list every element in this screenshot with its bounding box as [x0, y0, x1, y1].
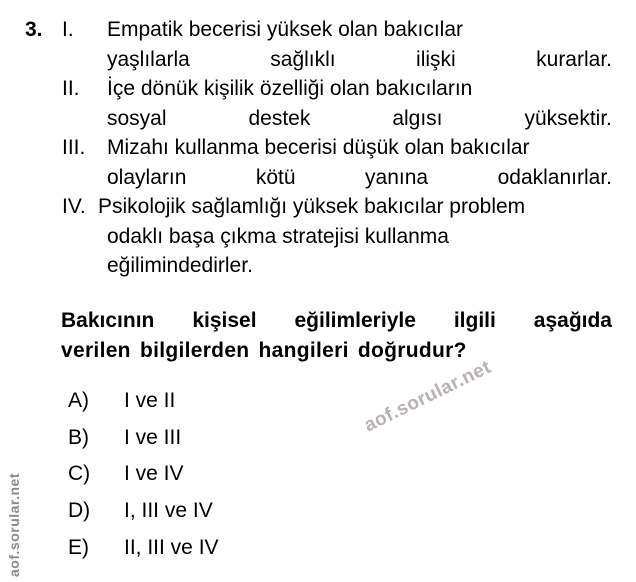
option-d[interactable]	[68, 496, 219, 525]
statement-numeral: II.	[62, 77, 80, 100]
option-text: I ve IV	[124, 462, 184, 486]
option-letter: C)	[68, 462, 91, 486]
option-text: II, III ve IV	[124, 535, 219, 559]
option-text: I, III ve IV	[124, 499, 213, 523]
statement-text: Mizahı kullanma becerisi düşük olan bakıcılar	[107, 136, 530, 159]
statement-line	[62, 74, 612, 104]
option-text: I ve II	[124, 389, 176, 412]
option-letter: E)	[68, 535, 89, 559]
statement-item-2	[62, 74, 612, 133]
statement-line: yaşlılarla sağlıklı ilişki kurarlar.	[107, 47, 612, 71]
statement-text: Psikolojik sağlamlığı yüksek bakıcılar problem	[98, 195, 526, 218]
option-e[interactable]	[68, 533, 219, 562]
option-text: I ve III	[124, 425, 182, 449]
statement-numeral: I.	[62, 18, 74, 41]
question-number: 3.	[25, 18, 43, 41]
statement-line	[62, 15, 612, 45]
statement-text: İçe dönük kişilik özelliği olan bakıcıların	[107, 77, 473, 100]
statement-item-3	[62, 133, 612, 192]
statement-numeral: IV.	[62, 195, 86, 218]
stem-line: Bakıcının kişisel eğilimleriyle ilgili aşağıda	[61, 309, 612, 332]
statement-text: Empatik becerisi yüksek olan bakıcılar	[107, 18, 463, 41]
statement-line: odaklı başa çıkma stratejisi kullanma	[107, 224, 449, 248]
statement-line	[62, 133, 612, 163]
statement-item-4	[62, 192, 612, 281]
statement-line	[62, 192, 612, 222]
option-a[interactable]	[68, 386, 219, 415]
statement-line: olayların kötü yanına odaklanırlar.	[107, 165, 612, 189]
statement-item-1	[62, 15, 612, 74]
question-stem	[61, 306, 612, 366]
statement-numeral: III.	[62, 136, 86, 159]
statement-line: sosyal destek algısı yüksektir.	[107, 106, 612, 130]
stem-line: verilen bilgilerden hangileri doğrudur?	[61, 339, 467, 362]
statement-line: eğilimindedirler.	[107, 254, 253, 277]
option-b[interactable]	[68, 423, 219, 452]
option-letter: B)	[68, 425, 89, 449]
option-letter: A)	[68, 389, 89, 412]
options-list	[68, 386, 219, 569]
option-c[interactable]	[68, 459, 219, 488]
watermark-diagonal: aof.sorular.net	[360, 356, 495, 437]
statements-list	[62, 15, 612, 281]
option-letter: D)	[68, 499, 91, 523]
watermark-left-vertical: aof.sorular.net	[6, 473, 22, 577]
